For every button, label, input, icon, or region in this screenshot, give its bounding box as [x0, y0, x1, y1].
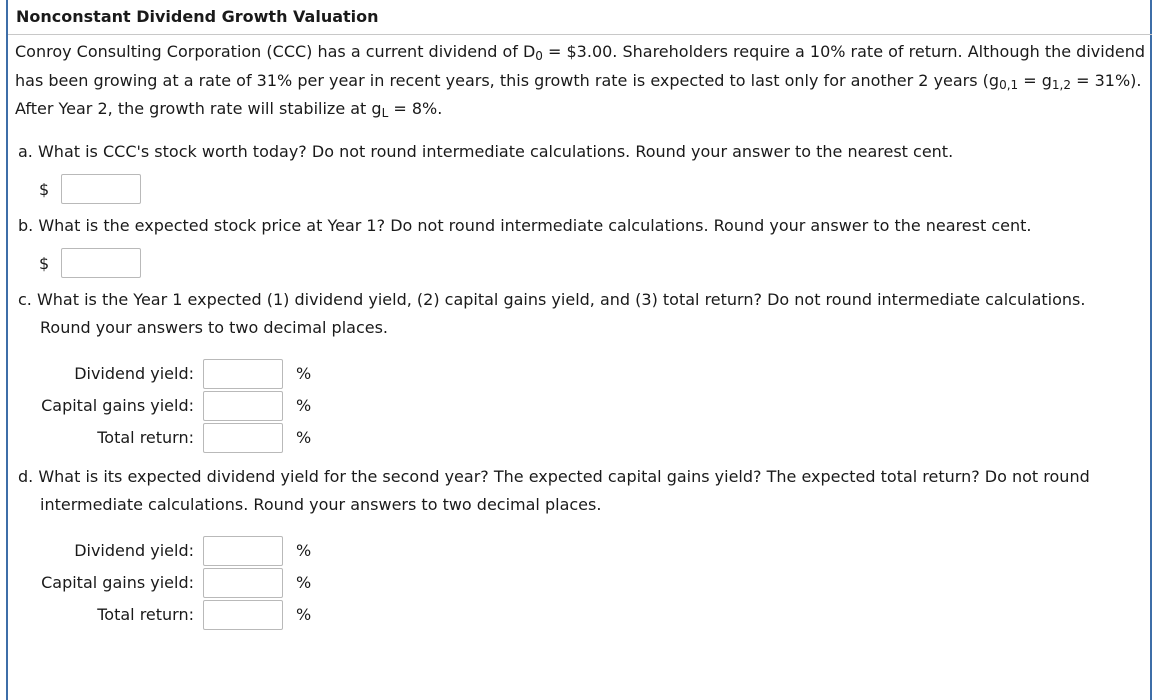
field-label: Total return: — [97, 605, 194, 624]
percent-unit: % — [296, 364, 312, 383]
intro-text-2: = $3.00. Shareholders require a 10% rate of return. Although the dividend has been growing at a rate of 31% per year in recent years, this growth rate is expected to last only for another 2 years (g — [15, 42, 1145, 90]
intro-text-1: Conroy Consulting Corporation (CCC) has a current dividend of D — [15, 42, 536, 61]
question-d-dividend-yield-row — [0, 536, 400, 566]
field-label: Capital gains yield: — [41, 573, 194, 592]
question-b-input[interactable] — [61, 248, 141, 278]
intro-sub-4: L — [381, 106, 389, 120]
intro-sub-3: 1,2 — [1051, 77, 1071, 92]
question-c-line-2: Round your answers to two decimal places. — [40, 318, 388, 337]
percent-unit: % — [296, 573, 312, 592]
question-d-line-1: d. What is its expected dividend yield for the second year? The expected capital gains yield? The expected total return? Do not round — [18, 467, 1090, 486]
question-d-total-return-input[interactable] — [203, 600, 283, 630]
intro-text-5: = 8%. — [388, 99, 443, 118]
title-divider — [8, 34, 1152, 35]
question-c-total-return-row — [0, 423, 400, 453]
field-label: Dividend yield: — [74, 364, 194, 383]
intro-text-3: = g — [1018, 70, 1052, 90]
intro-sub-1: 0 — [535, 49, 543, 63]
question-c-capital-gains-yield-row — [0, 391, 400, 421]
percent-unit: % — [296, 396, 312, 415]
question-c-total-return-input[interactable] — [203, 423, 283, 453]
field-label: Total return: — [97, 428, 194, 447]
question-c-line-1: c. What is the Year 1 expected (1) dividend yield, (2) capital gains yield, and (3) total return? Do not round intermediate calculations. — [18, 290, 1086, 309]
question-d-capital-gains-yield-row — [0, 568, 400, 598]
question-c-dividend-yield-row — [0, 359, 400, 389]
question-b-text: b. What is the expected stock price at Year 1? Do not round intermediate calculations. Round your answer to the nearest cent. — [18, 216, 1032, 235]
question-d-text — [18, 463, 1128, 519]
question-c-dividend-yield-input[interactable] — [203, 359, 283, 389]
field-label: Dividend yield: — [74, 541, 194, 560]
percent-unit: % — [296, 428, 312, 447]
currency-symbol: $ — [39, 179, 50, 199]
question-c-capital-gains-yield-input[interactable] — [203, 391, 283, 421]
question-b-answer-row — [39, 248, 141, 278]
question-d-total-return-row — [0, 600, 400, 630]
page-title: Nonconstant Dividend Growth Valuation — [16, 7, 379, 26]
intro-sub-2: 0,1 — [999, 77, 1019, 92]
intro-text-4: = 31%). After Year 2, the growth rate will stabilize at g — [15, 70, 1142, 118]
question-d-capital-gains-yield-input[interactable] — [203, 568, 283, 598]
problem-intro — [15, 38, 1145, 124]
currency-symbol: $ — [39, 253, 50, 273]
question-c-text — [18, 286, 1128, 342]
question-a-text: a. What is CCC's stock worth today? Do not round intermediate calculations. Round your answer to the nearest cent. — [18, 142, 954, 161]
percent-unit: % — [296, 605, 312, 624]
field-label: Capital gains yield: — [41, 396, 194, 415]
question-d-dividend-yield-input[interactable] — [203, 536, 283, 566]
percent-unit: % — [296, 541, 312, 560]
question-d-line-2: intermediate calculations. Round your answers to two decimal places. — [40, 495, 602, 514]
question-a-input[interactable] — [61, 174, 141, 204]
question-a-answer-row — [39, 174, 141, 204]
